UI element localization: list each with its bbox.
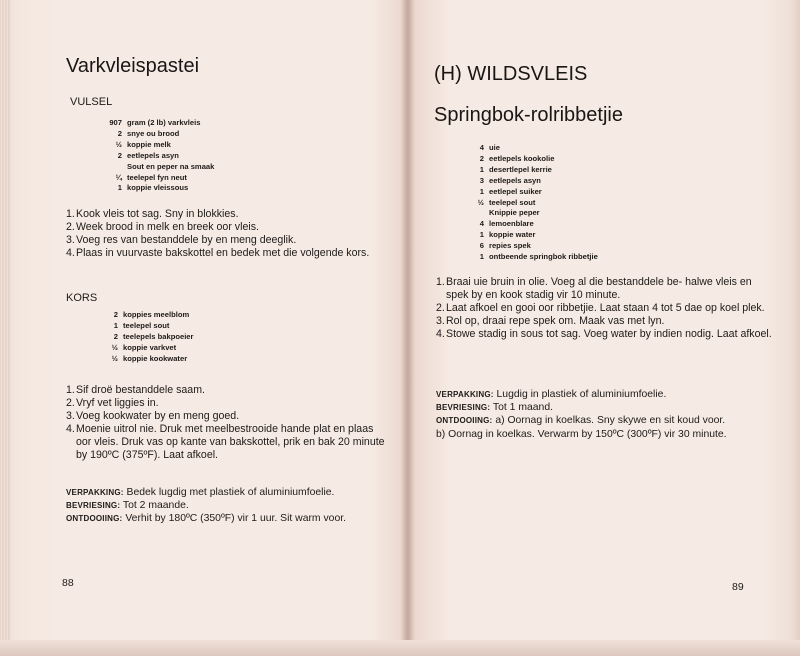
- ingredients-list: [462, 143, 598, 263]
- page-number: 88: [62, 577, 74, 589]
- ingredient-row: 3 eetlepels asyn: [479, 175, 541, 185]
- crust-ingredients-list: [96, 310, 194, 365]
- step-item: 3. Rol op, draai repe spek om. Maak vas met lyn.: [436, 315, 665, 327]
- ingredient-row: ½ koppie melk: [115, 139, 171, 149]
- storage-row: ONTDOOIING: Verhit by 180ºC (350ºF) vir 1 uur. Sit warm voor.: [66, 513, 346, 525]
- ingredient-row: 907 gram (2 lb) varkvleis: [109, 118, 201, 127]
- ingredient-row: 4 uie: [479, 143, 500, 152]
- step-item: 3. Voeg kookwater by en meng goed.: [66, 410, 240, 422]
- storage-row: VERPAKKING: Bedek lugdig met plastiek of aluminiumfoelie.: [66, 487, 335, 498]
- ingredient-row: 1 teelepel sout: [113, 320, 170, 330]
- step-item: 3. Voeg res van bestanddele by en meng deeglik.: [66, 234, 297, 246]
- steps-list: [436, 276, 772, 341]
- step-item: 2. Week brood in melk en breek oor vleis.: [66, 221, 259, 233]
- ingredient-row: ½ koppie kookwater: [111, 353, 188, 363]
- step-item: 2. Vryf vet liggies in.: [66, 397, 159, 409]
- ingredient-row: 1 eetlepel suiker: [479, 186, 542, 196]
- ingredient-row: ½ koppie varkvet: [111, 342, 177, 352]
- storage-row: BEVRIESING: Tot 1 maand.: [436, 402, 553, 414]
- recipe-title: Springbok-rolribbetjie: [434, 104, 623, 126]
- ingredient-row: 1 koppie vleissous: [117, 183, 189, 193]
- ingredient-row: 2 teelepels bakpoeier: [113, 331, 194, 341]
- ingredient-row: ¼ teelepel fyn neut: [115, 172, 187, 182]
- storage-row: ONTDOOIING: a) Oornag in koelkas. Sny skywe en sit koud voor.: [436, 415, 726, 427]
- filling-label: VULSEL: [70, 96, 113, 108]
- right-page: [410, 0, 800, 656]
- ingredient-row: 1 koppie water: [479, 230, 536, 240]
- storage-row: b) Oornag in koelkas. Verwarm by 150ºC (300ºF) vir 30 minute.: [436, 428, 727, 440]
- step-item: 1. Sif droë bestanddele saam.: [66, 384, 205, 396]
- ingredient-row: 6 repies spek: [479, 241, 531, 251]
- crust-steps-list: [66, 384, 386, 462]
- storage-notes: [436, 388, 727, 441]
- filling-ingredients-list: [100, 118, 214, 194]
- step-item: 1. Kook vleis tot sag. Sny in blokkies.: [66, 208, 239, 220]
- ingredient-row: 2 eetlepels kookolie: [479, 153, 555, 163]
- crust-label: KORS: [66, 292, 98, 304]
- step-item: 4. Stowe stadig in sous tot sag. Voeg water by indien nodig. Laat afkoel.: [436, 328, 772, 340]
- ingredient-row: 1 desertlepel kerrie: [479, 164, 552, 174]
- ingredient-row: 2 koppies meelblom: [113, 310, 190, 319]
- ingredient-row: 4 lemoenblare: [479, 219, 534, 229]
- chapter-title: (H) WILDSVLEIS: [434, 63, 588, 85]
- step-item: 4. Moenie uitrol nie. Druk met meelbestrooide hande plat en plaas oor vleis. Druk vas op kante van bakskottel, prik en bak 20 minute by 190ºC (375ºF). Laat afkoel.: [66, 423, 385, 461]
- step-item: 2. Laat afkoel en gooi oor ribbetjie. Laat staan 4 tot 5 dae op koel plek.: [436, 302, 765, 314]
- ingredient-row: ½ teelepel sout: [477, 197, 536, 207]
- storage-row: VERPAKKING: Lugdig in plastiek of aluminiumfoelie.: [436, 389, 667, 400]
- ingredient-row: 2 eetlepels asyn: [117, 150, 179, 160]
- recipe-title: Varkvleispastei: [66, 55, 200, 77]
- storage-row: BEVRIESING: Tot 2 maande.: [66, 500, 189, 512]
- filling-steps-list: [66, 208, 384, 260]
- page-number: 89: [732, 581, 744, 593]
- step-item: 1. Braai uie bruin in olie. Voeg al die bestanddele be- halwe vleis en spek by en kook stadig vir 10 minute.: [436, 276, 752, 301]
- ingredient-row: 2 snye ou brood: [117, 128, 180, 138]
- ingredient-row: Sout en peper na smaak: [127, 161, 215, 171]
- step-item: 4. Plaas in vuurvaste bakskottel en bedek met die volgende kors.: [66, 247, 370, 259]
- ingredient-row: 1 ontbeende springbok ribbetjie: [479, 252, 598, 262]
- ingredient-row: Knippie peper: [489, 208, 540, 218]
- storage-notes: [66, 486, 346, 526]
